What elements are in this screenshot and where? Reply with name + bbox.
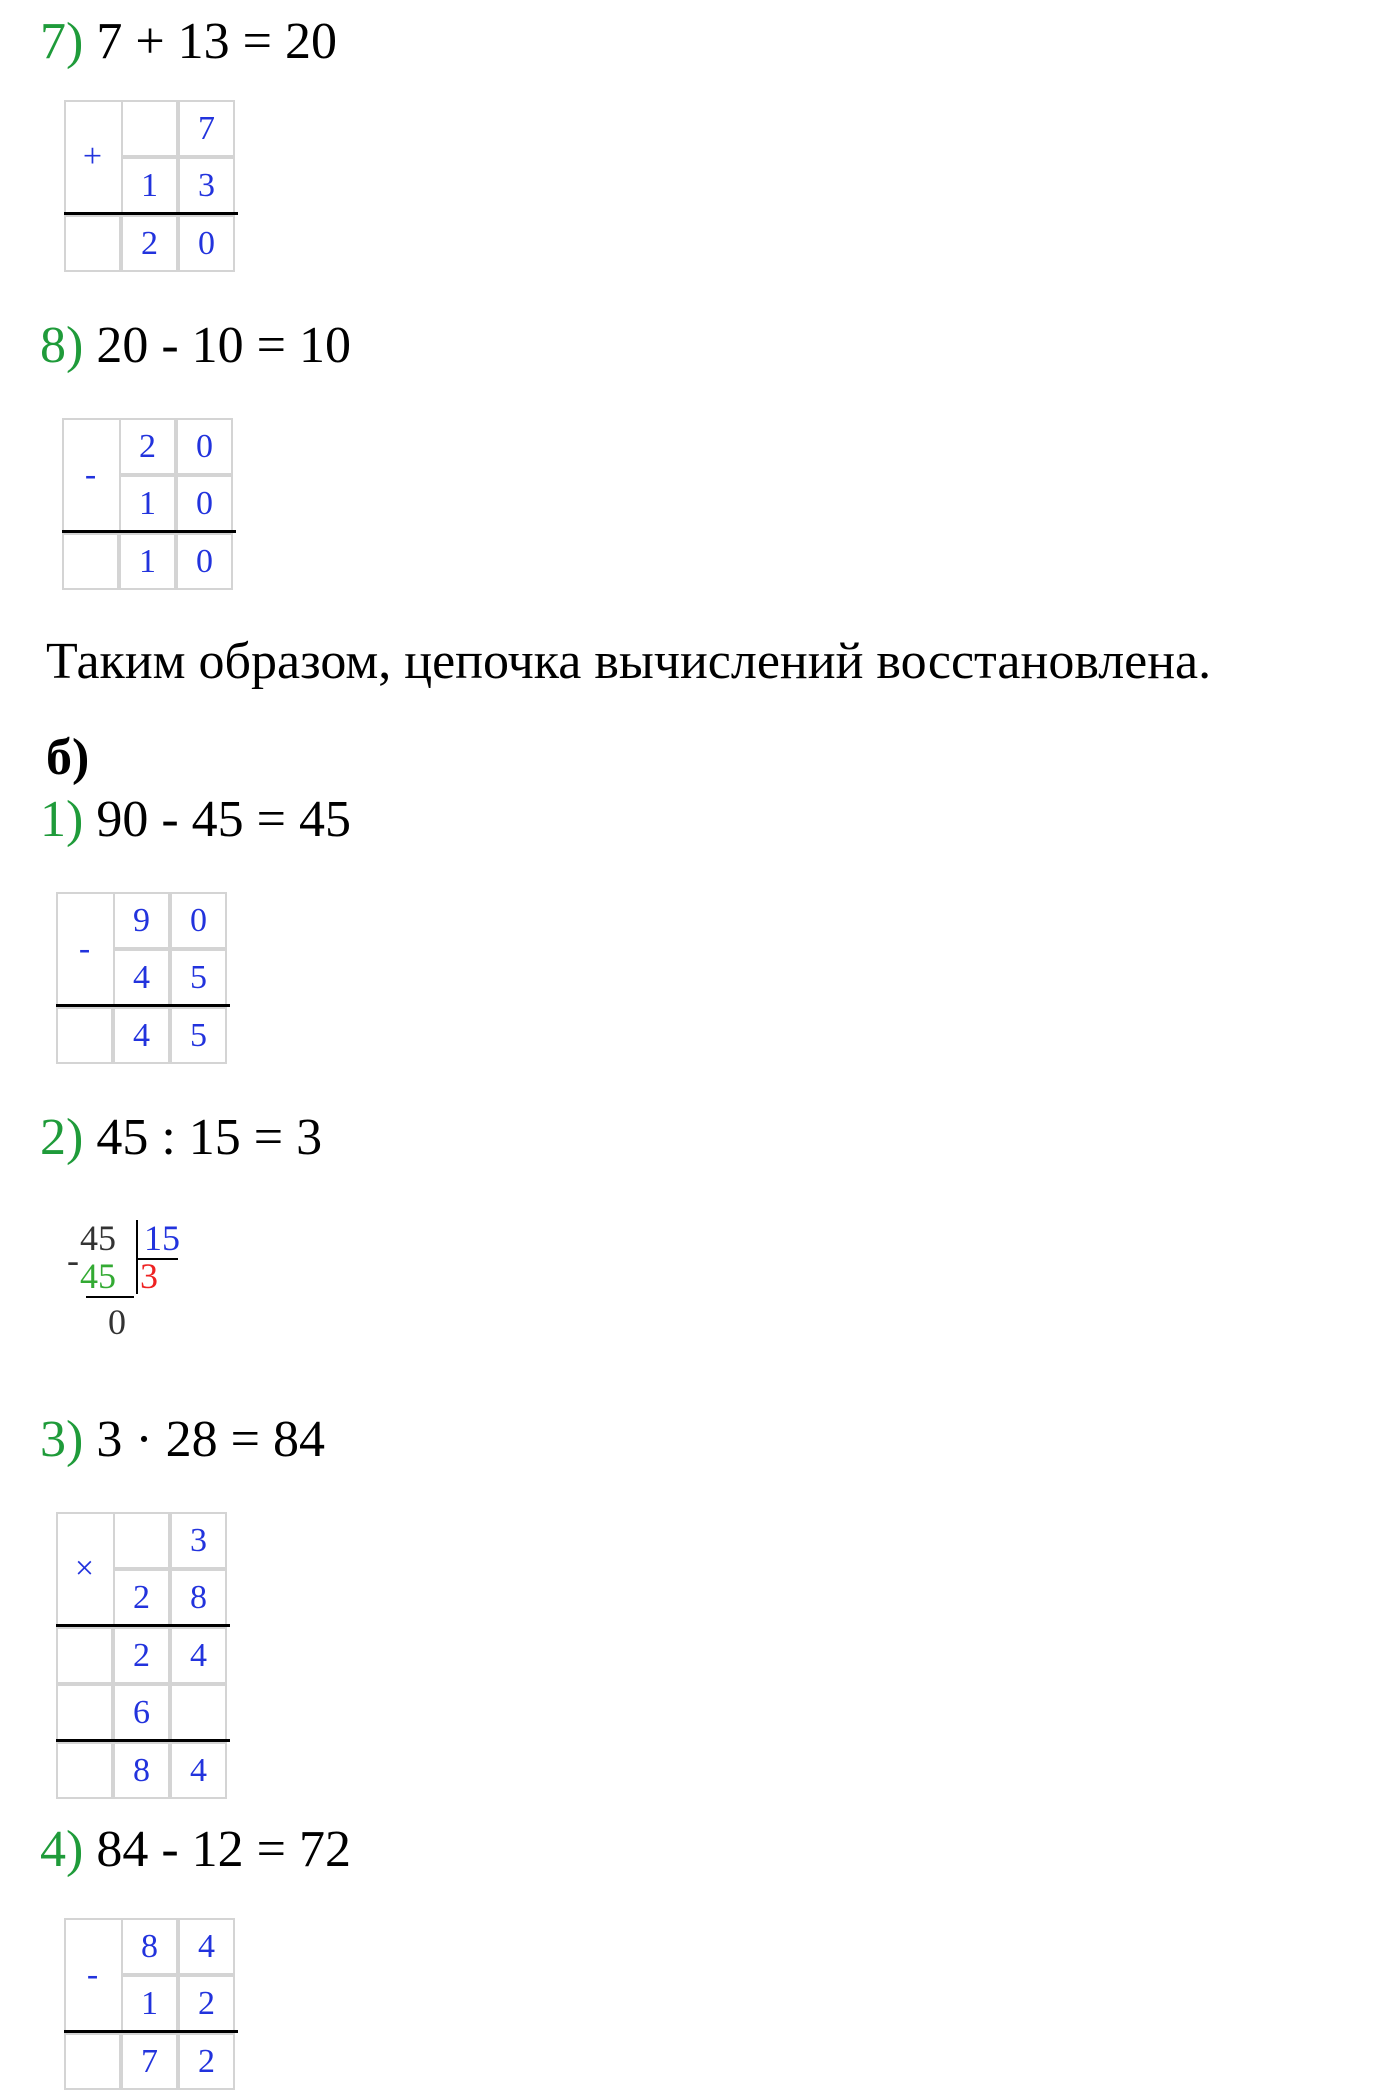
digit-cell: 2 xyxy=(113,1569,170,1626)
item-number: 3) xyxy=(40,1411,84,1468)
digit-cell: 2 xyxy=(178,2033,235,2090)
digit-cell: 0 xyxy=(178,215,235,272)
digit-cell: 1 xyxy=(119,533,176,590)
digit-cell: 4 xyxy=(113,1007,170,1064)
item-8-heading xyxy=(40,316,351,376)
item-expression: 90 - 45 = 45 xyxy=(96,791,351,848)
item-number: 7) xyxy=(40,13,84,70)
empty-cell xyxy=(62,533,119,590)
part-b-label: б) xyxy=(46,729,90,786)
digit-cell: 9 xyxy=(113,892,170,949)
empty-cell xyxy=(56,1742,113,1799)
digit-cell xyxy=(170,1684,227,1741)
digit-cell: 2 xyxy=(119,418,176,475)
minus-sign: - xyxy=(86,1956,99,1993)
item-expression: 7 + 13 = 20 xyxy=(96,13,337,70)
digit-cell: 4 xyxy=(170,1742,227,1799)
item-expression: 20 - 10 = 10 xyxy=(96,317,351,374)
digit-cell: 4 xyxy=(170,1627,227,1684)
empty-cell xyxy=(64,2033,121,2090)
digit-cell: 1 xyxy=(121,1975,178,2032)
division-minus-sign: - xyxy=(67,1240,79,1280)
digit-cell: 5 xyxy=(170,1007,227,1064)
division-remainder: 0 xyxy=(108,1302,126,1342)
digit-cell: 0 xyxy=(176,533,233,590)
item-number: 1) xyxy=(40,791,84,848)
item-b4-heading xyxy=(40,1820,351,1880)
digit-cell: 1 xyxy=(121,157,178,214)
times-sign: × xyxy=(74,1550,95,1587)
empty-cell xyxy=(64,215,121,272)
long-division xyxy=(64,1218,204,1368)
digit-cell: 3 xyxy=(170,1512,227,1569)
digit-cell: 4 xyxy=(113,949,170,1006)
digit-cell: 2 xyxy=(113,1627,170,1684)
digit-cell: 8 xyxy=(113,1742,170,1799)
digit-cell: 3 xyxy=(178,157,235,214)
digit-cell: 2 xyxy=(178,1975,235,2032)
digit-cell: 4 xyxy=(178,1918,235,1975)
item-b2-heading xyxy=(40,1108,322,1168)
item-expression: 45 : 15 = 3 xyxy=(96,1109,323,1166)
item-b3-heading xyxy=(40,1410,325,1470)
digit-cell: 0 xyxy=(176,475,233,532)
digit-cell: 6 xyxy=(113,1684,170,1741)
digit-cell: 8 xyxy=(170,1569,227,1626)
item-expression: 3 · 28 = 84 xyxy=(96,1411,325,1468)
digit-cell: 2 xyxy=(121,215,178,272)
division-quotient: 3 xyxy=(140,1256,158,1296)
digit-cell: 5 xyxy=(170,949,227,1006)
minus-sign: - xyxy=(84,456,97,493)
item-7-heading xyxy=(40,12,337,72)
digit-cell: 8 xyxy=(121,1918,178,1975)
empty-cell xyxy=(56,1684,113,1741)
empty-cell xyxy=(56,1627,113,1684)
digit-cell: 7 xyxy=(121,2033,178,2090)
division-vertical-bar xyxy=(136,1220,138,1294)
item-b1-heading xyxy=(40,790,351,850)
empty-cell xyxy=(56,1007,113,1064)
conclusion-text: Таким образом, цепочка вычислений восстановлена. xyxy=(46,633,1212,690)
division-subtrahend: 45 xyxy=(80,1256,116,1296)
division-result-line xyxy=(86,1296,134,1298)
plus-sign: + xyxy=(82,138,103,175)
item-number: 4) xyxy=(40,1821,84,1878)
digit-cell: 0 xyxy=(170,892,227,949)
division-dividend: 45 xyxy=(80,1218,116,1258)
minus-sign: - xyxy=(78,930,91,967)
digit-cell: 0 xyxy=(176,418,233,475)
digit-cell xyxy=(121,100,178,157)
item-number: 2) xyxy=(40,1109,84,1166)
item-expression: 84 - 12 = 72 xyxy=(96,1821,351,1878)
digit-cell xyxy=(113,1512,170,1569)
item-number: 8) xyxy=(40,317,84,374)
digit-cell: 1 xyxy=(119,475,176,532)
division-divisor: 15 xyxy=(144,1218,180,1258)
digit-cell: 7 xyxy=(178,100,235,157)
